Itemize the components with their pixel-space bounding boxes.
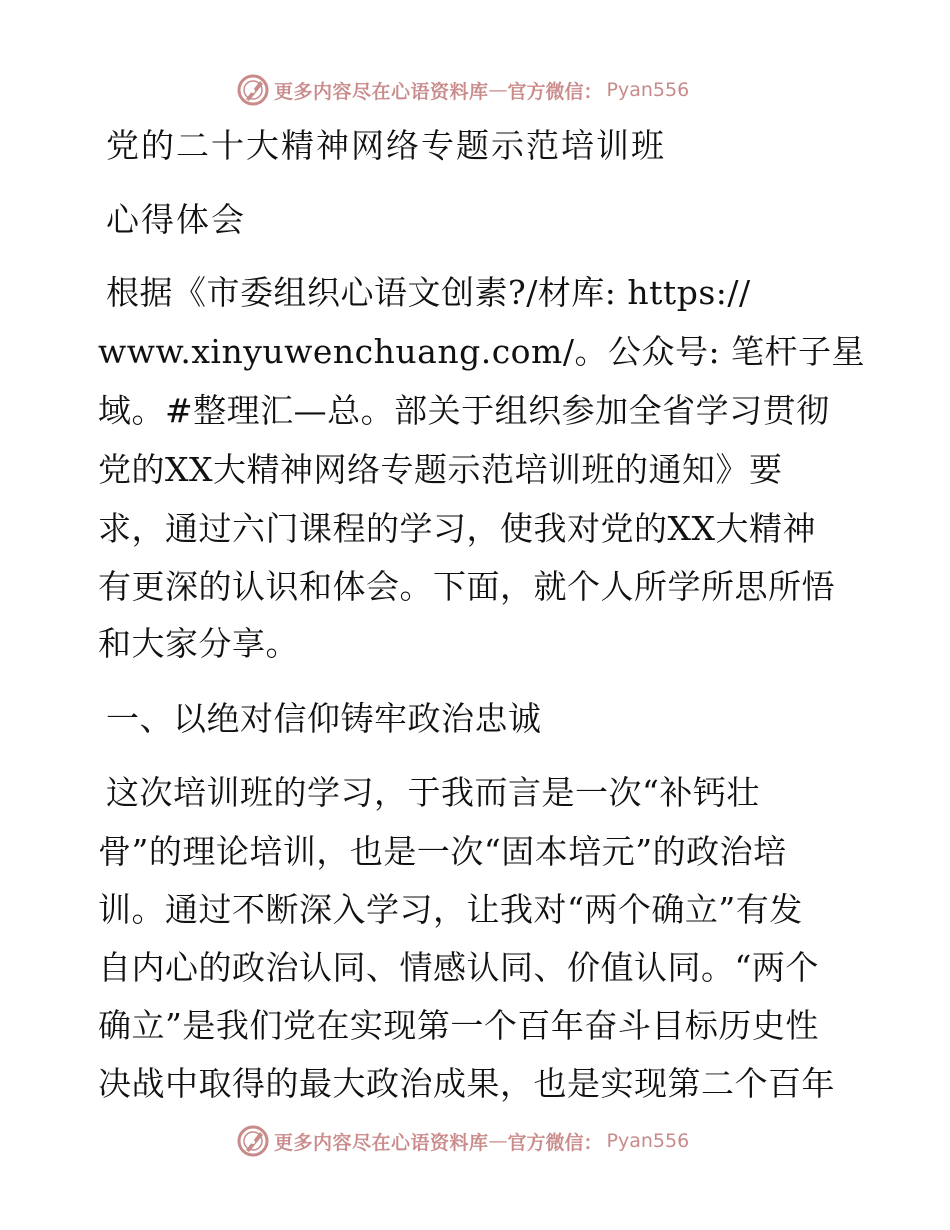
intro-line: 党的XX大精神网络专题示范培训班的通知》要: [98, 450, 783, 489]
section-body-line: 骨”的理论培训，也是一次“固本培元”的政治培: [98, 832, 787, 871]
watermark-main-text: 更多内容尽在心语资料库: [274, 1131, 489, 1154]
watermark-separator: —: [488, 79, 508, 101]
intro-line: 根据《市委组织心语文创素?/材库: https://: [106, 273, 751, 312]
watermark-separator: —: [488, 1130, 508, 1152]
watermark-wechat-id: Pyan556: [606, 1130, 690, 1152]
section-body-line: 自内心的政治认同、情感认同、价值认同。“两个: [98, 948, 819, 987]
watermark-wechat-label: 官方微信：: [507, 80, 603, 103]
watermark-wechat-label: 官方微信：: [507, 1131, 603, 1154]
pen-nib-logo-icon: [236, 73, 270, 107]
section-body-line: 确立”是我们党在实现第一个百年奋斗目标历史性: [98, 1006, 819, 1045]
header-watermark: [236, 73, 689, 107]
watermark-wechat-id: Pyan556: [606, 79, 690, 101]
intro-line: 域。#整理汇—总。部关于组织参加全省学习贯彻: [98, 391, 830, 430]
section-heading: 一、以绝对信仰铸牢政治忠诚: [106, 699, 542, 738]
document-title-line-2: 心得体会: [106, 200, 246, 239]
document-title-line-1: 党的二十大精神网络专题示范培训班: [106, 126, 666, 165]
intro-line: www.xinyuwenchuang.com/。公众号: 笔杆子星: [98, 332, 866, 371]
watermark-main-text: 更多内容尽在心语资料库: [274, 80, 489, 103]
intro-line: 和大家分享。: [98, 624, 299, 663]
intro-line: 求，通过六门课程的学习，使我对党的XX大精神: [98, 509, 816, 548]
intro-line: 有更深的认识和体会。下面，就个人所学所思所悟: [98, 567, 835, 606]
footer-watermark: [236, 1124, 689, 1158]
section-body-line: 这次培训班的学习，于我而言是一次“补钙壮: [106, 773, 760, 812]
section-body-line: 训。通过不断深入学习，让我对“两个确立”有发: [98, 890, 803, 929]
section-body-line: 决战中取得的最大政治成果，也是实现第二个百年: [98, 1064, 835, 1103]
pen-nib-logo-icon: [236, 1124, 270, 1158]
